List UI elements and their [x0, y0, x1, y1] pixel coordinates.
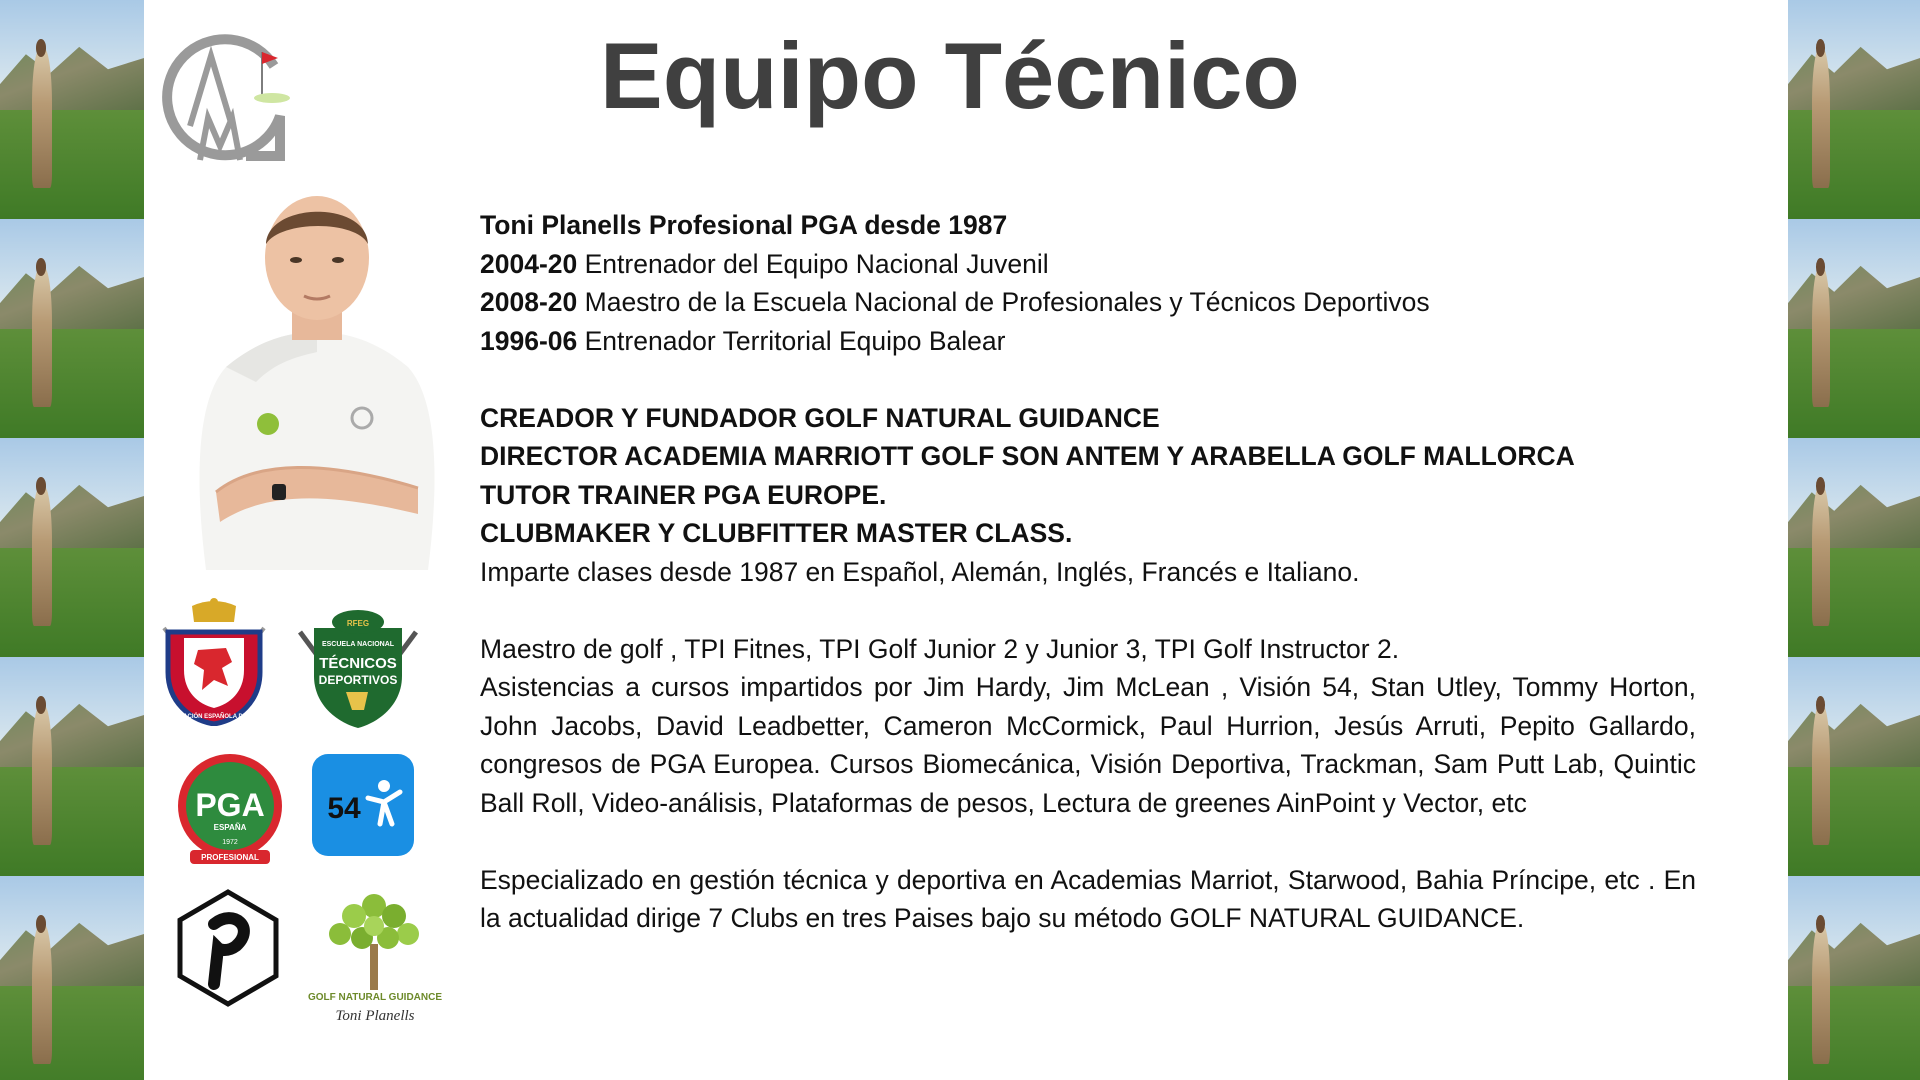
- certifications-line: Maestro de golf , TPI Fitnes, TPI Golf Junior 2 y Junior 3, TPI Golf Instructor 2.: [480, 633, 1400, 664]
- golfer-photo: [1788, 0, 1920, 219]
- coach-bio: [480, 206, 1696, 938]
- escuela-top-text: RFEG: [346, 619, 370, 628]
- pga-main-text: PGA: [195, 787, 265, 823]
- rfeg-federation-logo: [154, 598, 274, 726]
- golfer-photo: [1788, 876, 1920, 1080]
- hexagon-brand-logo: [174, 888, 282, 1008]
- role-line: 2008-20 Maestro de la Escuela Nacional de Profesionales y Técnicos Deportivos: [480, 287, 1430, 317]
- courses-paragraph: Asistencias a cursos impartidos por Jim Hardy, Jim McLean , Visión 54, Stan Utley, Tommy Horton, John Jacobs, David Leadbetter, Cameron McCormick, Paul Hurrion, Jesús Arruti, Pepito Gallardo, congresos de PGA Europea. Cursos Biomecánica, Visión Deportiva, Trackman, Sam Putt Lab, Quintic Ball Roll, Video-análisis, Plataformas de pesos, Lectura de greenes AinPoint y Vector, etc: [480, 672, 1696, 818]
- golfer-photo: [0, 219, 144, 438]
- gng-name-text: GOLF NATURAL GUIDANCE: [307, 992, 443, 1003]
- golfer-photo: [0, 0, 144, 219]
- title-line: TUTOR TRAINER PGA EUROPE.: [480, 479, 887, 510]
- golfer-photo: [1788, 657, 1920, 876]
- pga-year-text: 1972: [222, 839, 238, 846]
- golfer-photo: [0, 876, 144, 1080]
- rfeg-ring-text: FEDERACIÓN ESPAÑOLA DE GOLF: [162, 714, 266, 720]
- pga-sub-text: ESPAÑA: [213, 823, 247, 832]
- golf-natural-guidance-logo: [300, 884, 450, 1028]
- escuela-main-text-2: DEPORTIVOS: [318, 673, 398, 687]
- gng-signature-text: Toni Planells: [335, 1008, 415, 1024]
- left-golf-photo-strip: [0, 0, 144, 1080]
- role-line: 1996-06 Entrenador Territorial Equipo Balear: [480, 325, 1006, 356]
- golfer-photo: [0, 657, 144, 876]
- gam-logo: [156, 26, 292, 166]
- pga-bottom-text: PROFESIONAL: [201, 853, 259, 862]
- golfer-photo: [0, 438, 144, 657]
- escuela-main-text-1: TÉCNICOS: [319, 655, 397, 672]
- languages-line: Imparte clases desde 1987 en Español, Alemán, Inglés, Francés e Italiano.: [480, 556, 1360, 587]
- title-line: CREADOR Y FUNDADOR GOLF NATURAL GUIDANCE: [480, 402, 1160, 433]
- page-title: Equipo Técnico: [600, 23, 1300, 128]
- escuela-tecnicos-deportivos-logo: [294, 598, 422, 732]
- specialization-paragraph: Especializado en gestión técnica y deportiva en Academias Marriot, Starwood, Bahia Príncipe, etc . En la actualidad dirige 7 Clubs en tres Paises bajo su método GOLF NATURAL GUIDANCE.: [480, 864, 1696, 933]
- pga-espana-logo: [176, 750, 284, 868]
- escuela-ring-text: ESCUELA NACIONAL: [321, 641, 395, 648]
- golfer-photo: [1788, 219, 1920, 438]
- vision-54-number: 54: [327, 792, 361, 825]
- right-golf-photo-strip: [1788, 0, 1920, 1080]
- name-line: Toni Planells Profesional PGA desde 1987: [480, 210, 1008, 240]
- vision-54-logo: [310, 752, 416, 858]
- coach-portrait: [186, 192, 448, 570]
- golfer-photo: [1788, 438, 1920, 657]
- role-line: 2004-20 Entrenador del Equipo Nacional Juvenil: [480, 248, 1049, 279]
- title-line: DIRECTOR ACADEMIA MARRIOTT GOLF SON ANTEM Y ARABELLA GOLF MALLORCA: [480, 441, 1575, 471]
- title-line: CLUBMAKER Y CLUBFITTER MASTER CLASS.: [480, 518, 1073, 548]
